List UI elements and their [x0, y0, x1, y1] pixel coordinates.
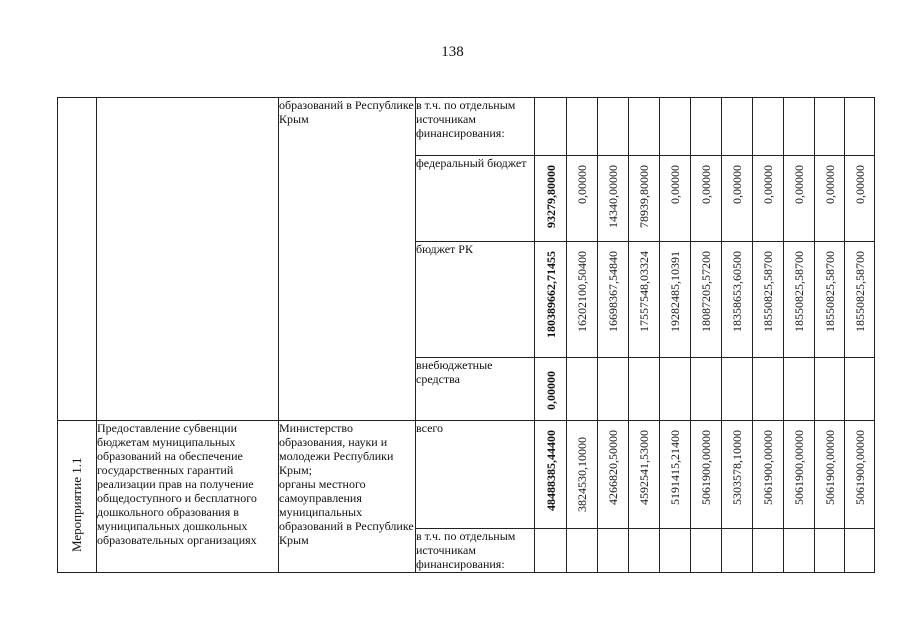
year-cell: 16202100,50400	[567, 242, 598, 358]
year-cell: 18550825,58700	[784, 242, 815, 358]
year-cell	[815, 529, 845, 573]
year-cell	[753, 98, 784, 156]
year-cell: 3824530,10000	[567, 421, 598, 529]
funding-source-cell: в т.ч. по отдельным источникам финансирования:	[416, 529, 535, 573]
funding-source-cell: в т.ч. по отдельным источникам финансирования:	[416, 98, 535, 156]
year-cell	[598, 98, 629, 156]
year-cell: 18550825,58700	[815, 242, 845, 358]
year-cell: 5303578,10000	[722, 421, 753, 529]
responsible-cell: образований в Республике Крым	[279, 98, 416, 421]
year-cell	[815, 358, 845, 421]
measure-label: Мероприятие 1.1	[69, 457, 84, 552]
year-cell: 0,00000	[567, 156, 598, 242]
year-cell: 0,00000	[753, 156, 784, 242]
year-cell	[660, 358, 691, 421]
year-cell	[691, 529, 722, 573]
year-cell: 0,00000	[722, 156, 753, 242]
year-cell: 18550825,58700	[753, 242, 784, 358]
year-cell	[815, 98, 845, 156]
year-cell: 4266820,50000	[598, 421, 629, 529]
budget-table	[57, 97, 875, 573]
total-cell	[535, 529, 567, 573]
year-cell: 4592541,53000	[629, 421, 660, 529]
year-cell: 5061900,00000	[845, 421, 875, 529]
year-cell	[567, 358, 598, 421]
year-cell	[567, 98, 598, 156]
year-cell: 5061900,00000	[815, 421, 845, 529]
year-cell	[660, 529, 691, 573]
year-cell	[722, 529, 753, 573]
year-cell	[722, 98, 753, 156]
year-cell: 5061900,00000	[784, 421, 815, 529]
responsible-local-authorities: органы местного самоуправления муниципальных образований в Республике Крым	[279, 477, 414, 547]
measure-label-cell	[58, 98, 97, 421]
year-cell: 18550825,58700	[845, 242, 875, 358]
total-cell: 48488385,44400	[535, 421, 567, 529]
page-number: 138	[441, 44, 464, 60]
funding-source-cell: внебюджетные средства	[416, 358, 535, 421]
year-cell: 0,00000	[845, 156, 875, 242]
year-cell: 18358653,60500	[722, 242, 753, 358]
year-cell	[784, 358, 815, 421]
year-cell: 14340,00000	[598, 156, 629, 242]
measure-label-cell	[58, 421, 97, 573]
year-cell: 0,00000	[660, 156, 691, 242]
year-cell	[691, 358, 722, 421]
year-cell: 78939,80000	[629, 156, 660, 242]
total-cell	[535, 98, 567, 156]
funding-source-cell: федеральный бюджет	[416, 156, 535, 242]
year-cell: 5191415,21400	[660, 421, 691, 529]
year-cell	[845, 358, 875, 421]
year-cell: 18087205,57200	[691, 242, 722, 358]
year-cell	[784, 98, 815, 156]
table-row	[58, 421, 875, 529]
year-cell	[567, 529, 598, 573]
year-cell	[753, 529, 784, 573]
year-cell: 0,00000	[691, 156, 722, 242]
year-cell: 17557548,03324	[629, 242, 660, 358]
year-cell	[784, 529, 815, 573]
year-cell	[845, 98, 875, 156]
year-cell	[722, 358, 753, 421]
responsible-cell	[279, 421, 416, 573]
measure-name-cell: Предоставление субвенции бюджетам муниципальных образований на обеспечение государственных гарантий реализации прав на получение общедоступного и бесплатного дошкольного образования в муниципальных дошкольных образовательных организациях	[97, 421, 279, 573]
year-cell	[598, 358, 629, 421]
total-cell: 180389662,71455	[535, 242, 567, 358]
year-cell: 0,00000	[784, 156, 815, 242]
funding-source-cell: бюджет РК	[416, 242, 535, 358]
year-cell: 16698367,54840	[598, 242, 629, 358]
year-cell: 5061900,00000	[753, 421, 784, 529]
year-cell: 19282485,10391	[660, 242, 691, 358]
funding-source-cell: всего	[416, 421, 535, 529]
year-cell: 5061900,00000	[691, 421, 722, 529]
year-cell	[691, 98, 722, 156]
total-cell: 0,00000	[535, 358, 567, 421]
year-cell	[629, 98, 660, 156]
total-cell: 93279,80000	[535, 156, 567, 242]
year-cell: 0,00000	[815, 156, 845, 242]
year-cell	[598, 529, 629, 573]
year-cell	[629, 358, 660, 421]
responsible-ministry: Министерство образования, науки и молодежи Республики Крым;	[279, 421, 394, 477]
measure-name-cell	[97, 98, 279, 421]
year-cell	[845, 529, 875, 573]
year-cell	[660, 98, 691, 156]
table-row	[58, 98, 875, 156]
year-cell	[753, 358, 784, 421]
year-cell	[629, 529, 660, 573]
